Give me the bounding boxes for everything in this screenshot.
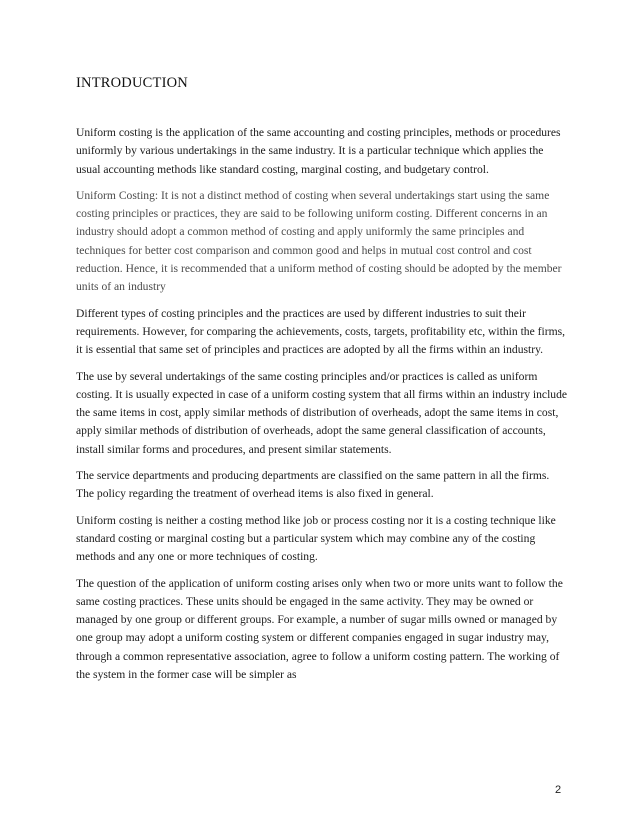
paragraph-several-undertakings: The use by several undertakings of the same costing principles and/or practices is called as uniform costing. It is usually expected in case of a uniform costing system that all firms within an industry include the same items in cost, apply similar methods of distribution of overheads, adopt the same items in cost, apply similar methods of distribution of overheads, adopt the same general classification of accounts, install similar forms and procedures, and present similar statements. [76, 369, 568, 456]
paragraph-departments: The service departments and producing departments are classified on the same pattern in all the firms. The policy regarding the treatment of overhead items is also fixed in general. [76, 469, 550, 501]
paragraph-not-a-method: Uniform costing is neither a costing method like job or process costing nor it is a costing technique like standard costing or marginal costing but a particular system which may combine any of the costing methods and any one or more techniques of costing. [76, 513, 556, 564]
paragraph-costing-principles: Different types of costing principles and the practices are used by different industries to suit their requirements. However, for comparing the achievements, costs, targets, profitability etc, within the firms, it is essential that same set of principles and practices are adopted by all the firms within an industry. [76, 306, 566, 357]
paragraph-uniform-costing: Uniform Costing: It is not a distinct method of costing when several undertakings start using the same costing principles or practices, they are said to be following uniform costing. Different concerns in an industry should adopt a common method of costing and apply uniformly the same principles and techniques for better cost comparison and common good and helps in mutual cost control and cost reduction. Hence, it is recommended that a uniform method of costing should be adopted by the member units of an industry [76, 188, 562, 294]
page-number: 2 [555, 784, 562, 796]
body-text [76, 124, 568, 692]
paragraph-definition: Uniform costing is the application of the same accounting and costing principles, methods or procedures uniformly by various undertakings in the same industry. It is a particular technique which applies the usual accounting methods like standard costing, marginal costing, and budgetary control. [76, 126, 561, 176]
paragraph-application: The question of the application of uniform costing arises only when two or more units want to follow the same costing practices. These units should be engaged in the same activity. They may be owned or managed by one group or different groups. For example, a number of sugar mills owned or managed by one group may adopt a uniform costing system or different companies engaged in sugar industry may, through a common representative association, agree to follow a uniform costing pattern. The working of the system in the former case will be simpler as [76, 576, 563, 682]
section-heading: INTRODUCTION [76, 75, 188, 91]
